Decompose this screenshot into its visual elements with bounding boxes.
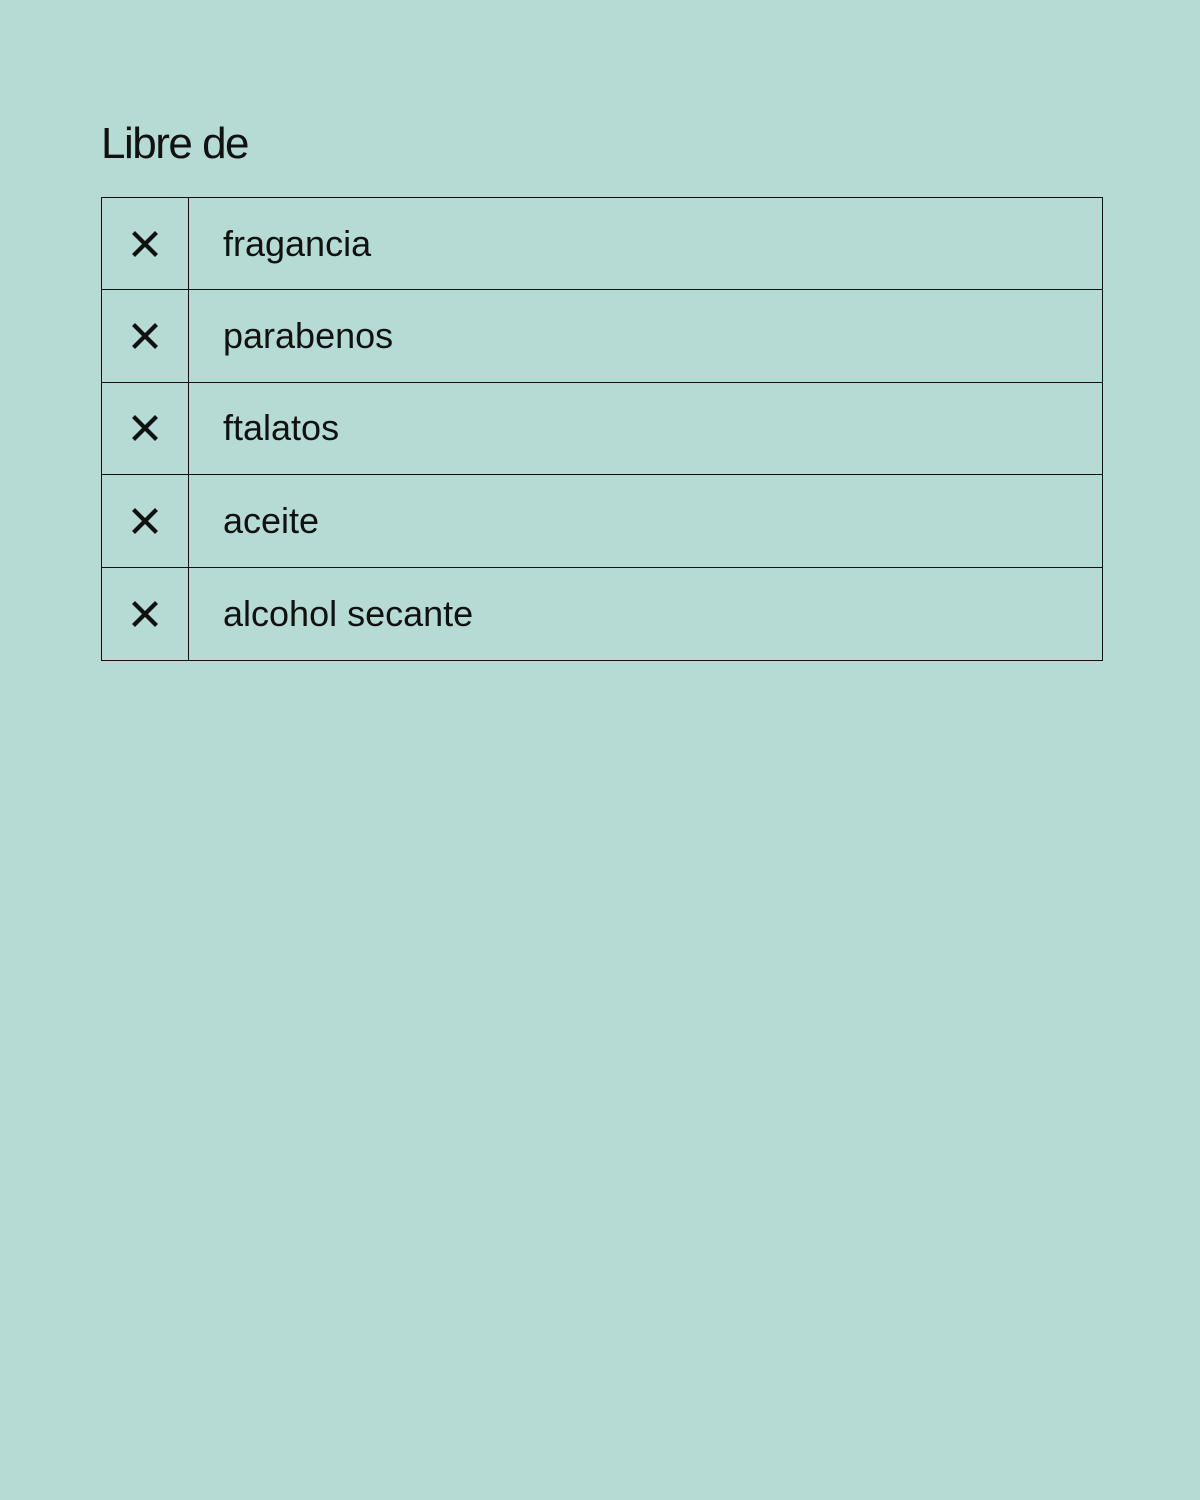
x-mark-icon [132, 601, 158, 627]
item-label: ftalatos [223, 407, 340, 449]
free-from-table [101, 197, 1103, 661]
mark-cell [102, 475, 189, 566]
mark-cell [102, 568, 189, 660]
item-label: aceite [223, 499, 320, 541]
table-row [102, 198, 1102, 290]
x-mark-icon [132, 323, 158, 349]
x-mark-icon [132, 508, 158, 534]
table-row [102, 290, 1102, 382]
mark-cell [102, 383, 189, 474]
mark-cell [102, 198, 189, 289]
x-mark-icon [132, 415, 158, 441]
item-label: parabenos [223, 315, 394, 357]
item-label: alcohol secante [223, 592, 474, 634]
table-row [102, 383, 1102, 475]
x-mark-icon [132, 231, 158, 257]
mark-cell [102, 290, 189, 381]
item-label: fragancia [223, 222, 372, 264]
table-row [102, 475, 1102, 567]
page-title: Libre de [101, 119, 249, 168]
table-row [102, 568, 1102, 660]
